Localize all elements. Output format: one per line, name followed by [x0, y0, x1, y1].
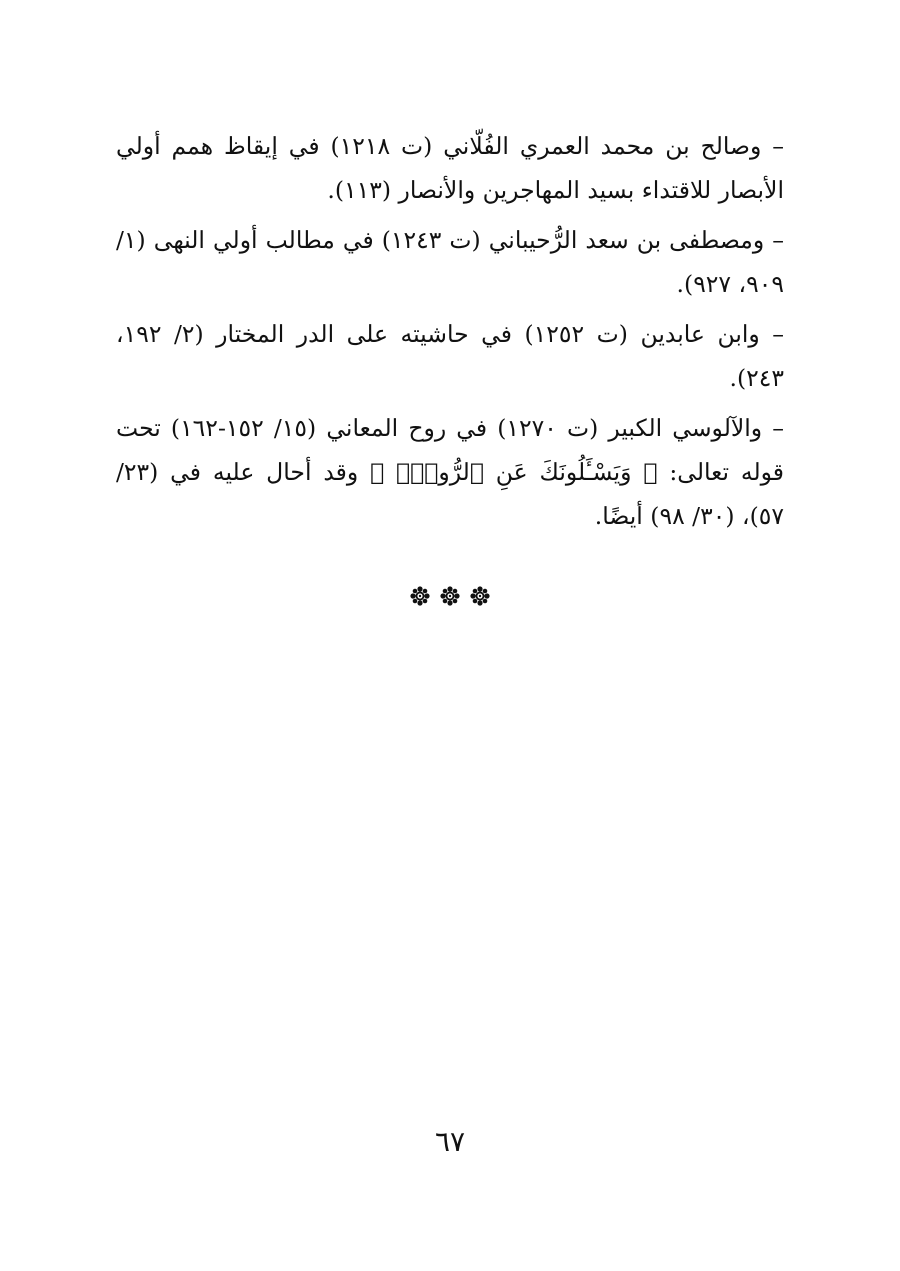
flower-ornament-icon: [410, 586, 430, 606]
paragraph-text: – وصالح بن محمد العمري الفُلّاني (ت ١٢١٨) في إيقاظ همم أولي الأبصار للاقتداء بسيد المهاجرين والأنصار (١١٣).: [116, 132, 784, 204]
main-text: [116, 124, 784, 544]
flower-ornament-icon: [470, 586, 490, 606]
paragraph-ruhaybani: [116, 218, 784, 306]
paragraph-text-before: – والآلوسي الكبير (ت ١٢٧٠) في روح المعاني (١٥/ ١٥٢-١٦٢) تحت قوله تعالى:: [116, 414, 785, 486]
quran-verse: ﴿ وَيَسْـَٔلُونَكَ عَنِ ٱلرُّوحِۖ ﴾: [370, 458, 658, 486]
paragraph-alusi: [116, 406, 784, 538]
paragraph-ibn-abidin: [116, 312, 784, 400]
page-number: ٦٧: [434, 1125, 466, 1158]
paragraph-text: – وابن عابدين (ت ١٢٥٢) في حاشيته على الدر المختار (٢/ ١٩٢، ٢٤٣).: [116, 320, 784, 392]
paragraph-text-after: وقد أحال عليه في (٢٣/ ٥٧)، (٣٠/ ٩٨) أيضًا.: [116, 458, 784, 530]
section-separator: [0, 586, 900, 606]
paragraph-salih-fulani: [116, 124, 784, 212]
paragraph-text: – ومصطفى بن سعد الرُّحيباني (ت ١٢٤٣) في مطالب أولي النهى (١/ ٩٠٩، ٩٢٧).: [116, 226, 785, 298]
flower-ornament-icon: [440, 586, 460, 606]
